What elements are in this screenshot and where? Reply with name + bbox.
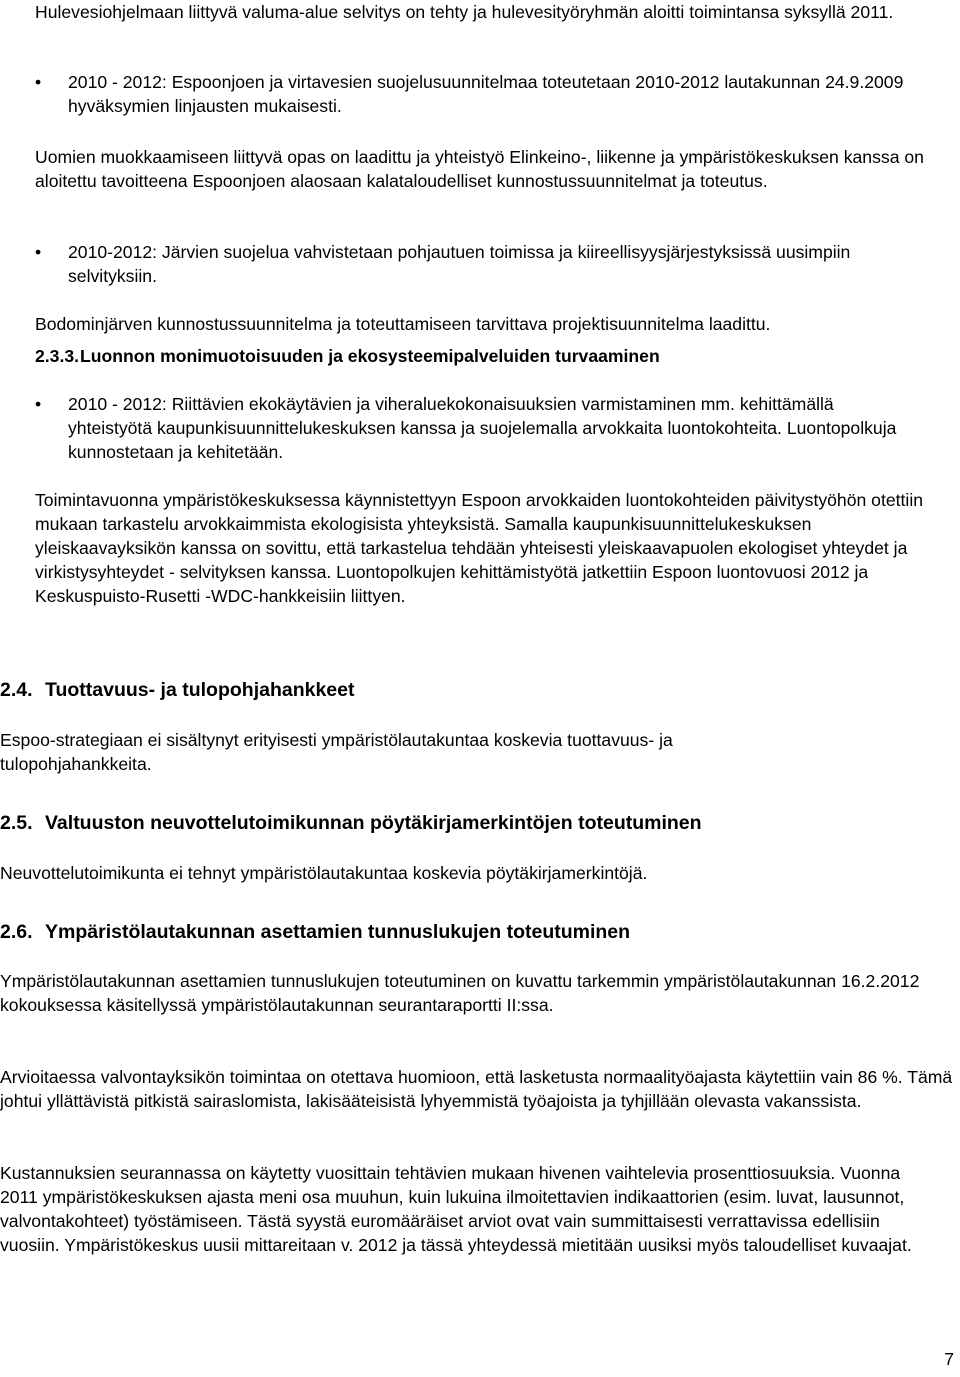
heading-2-6: [0, 920, 630, 944]
paragraph-2-6-a: Ympäristölautakunnan asettamien tunnuslukujen toteutuminen on kuvattu tarkemmin ympäristölautakunnan 16.2.2012 kokouksessa käsitellyssä ympäristölautakunnan seurantaraportti II:ssa.: [0, 971, 920, 1015]
heading-2-5: [0, 811, 702, 835]
heading-number: 2.6.: [0, 921, 33, 943]
bullet-marker: •: [35, 72, 42, 92]
heading-title: Luonnon monimuotoisuuden ja ekosysteemipalveluiden turvaaminen: [80, 346, 660, 366]
paragraph-2-4: Espoo-strategiaan ei sisältynyt erityisesti ympäristölautakuntaa koskevia tuottavuus- ja tulopohjahankkeita.: [0, 730, 673, 774]
paragraph-bodom: Bodominjärven kunnostussuunnitelma ja toteuttamiseen tarvittava projektisuunnitelma laadittu.: [35, 314, 771, 334]
intro-paragraph: Hulevesiohjelmaan liittyvä valuma-alue selvitys on tehty ja hulevesityöryhmän aloitti toimintansa syksyllä 2011.: [35, 2, 894, 22]
paragraph-2-6-c: Kustannuksien seurannassa on käytetty vuosittain tehtävien mukaan hivenen vaihtelevia prosenttiosuuksia. Vuonna 2011 ympäristökeskuksen ajasta meni osa muuhun, kuin lukuina ilmoitettavien indikaattorien (esim. luvat, lausunnot, valvontakohteet) työstämiseen. Tästä syystä euromääräiset arviot ovat vain summittaisesti verrattavissa edellisiin vuosiin. Ympäristökeskus uusii mittareitaan v. 2012 ja tässä yhteydessä mietitään uusiksi myös taloudelliset kuvaajat.: [0, 1163, 912, 1255]
heading-2-4: [0, 678, 355, 702]
paragraph-toimintavuonna: Toimintavuonna ympäristökeskuksessa käynnistettyyn Espoon arvokkaiden luontokohteiden päivitystyöhön otettiin mukaan tarkastelu arvokkaimmista ekologisista yhteyksistä. Samalla kaupunkisuunnittelukeskuksen yleiskaavayksikön kanssa on sovittu, että tarkastelua tehdään yhteisesti yleiskaavapuolen ekologiset yhteydet ja virkistysyhteydet - selvityksen kanssa. Luontopolkujen kehittämistyötä jatkettiin Espoon luontovuosi 2012 ja Keskuspuisto-Rusetti -WDC-hankkeisiin liittyen.: [35, 490, 924, 606]
bullet-text-1: 2010 - 2012: Espoonjoen ja virtavesien suojelusuunnitelmaa toteutetaan 2010-2012 lautakunnan 24.9.2009 hyväksymien linjausten mukaisesti.: [68, 72, 904, 116]
heading-title: Tuottavuus- ja tulopohjahankkeet: [45, 679, 355, 701]
bullet-marker: •: [35, 242, 42, 262]
heading-title: Ympäristölautakunnan asettamien tunnuslukujen toteutuminen: [45, 921, 631, 943]
heading-number: 2.5.: [0, 812, 33, 834]
paragraph-2-6-b: Arvioitaessa valvontayksikön toimintaa on otettava huomioon, että lasketusta normaalityöajasta käytettiin vain 86 %. Tämä johtui yllättävistä pitkistä sairaslomista, lakisääteisistä lyhyemmistä työajoista ja tyhjillään olevasta vakanssista.: [0, 1067, 953, 1111]
heading-title: Valtuuston neuvottelutoimikunnan pöytäkirjamerkintöjen toteutuminen: [45, 812, 702, 834]
paragraph-2-5: Neuvottelutoimikunta ei tehnyt ympäristölautakuntaa koskevia pöytäkirjamerkintöjä.: [0, 863, 648, 883]
bullet-marker: •: [35, 394, 42, 414]
bullet-text-3: 2010 - 2012: Riittävien ekokäytävien ja viheraluekokonaisuuksien varmistaminen mm. kehittämällä yhteistyötä kaupunkisuunnittelukeskuksen kanssa ja suojelemalla arvokkaita luontokohteita. Luontopolkuja kunnostetaan ja kehitetään.: [68, 394, 897, 462]
paragraph-uomien: Uomien muokkaamiseen liittyvä opas on laadittu ja yhteistyö Elinkeino-, liikenne ja ympäristökeskuksen kanssa on aloitettu tavoitteena Espoonjoen alaosaan kalataloudelliset kunnostussuunnitelmat ja toteutus.: [35, 147, 924, 191]
page-number: 7: [944, 1349, 954, 1369]
heading-2-3-3: [35, 344, 660, 368]
heading-number: 2.3.3.: [35, 346, 80, 366]
bullet-text-2: 2010-2012: Järvien suojelua vahvistetaan pohjautuen toimissa ja kiireellisyysjärjestyksissä uusimpiin selvityksiin.: [68, 242, 851, 286]
heading-number: 2.4.: [0, 679, 33, 701]
